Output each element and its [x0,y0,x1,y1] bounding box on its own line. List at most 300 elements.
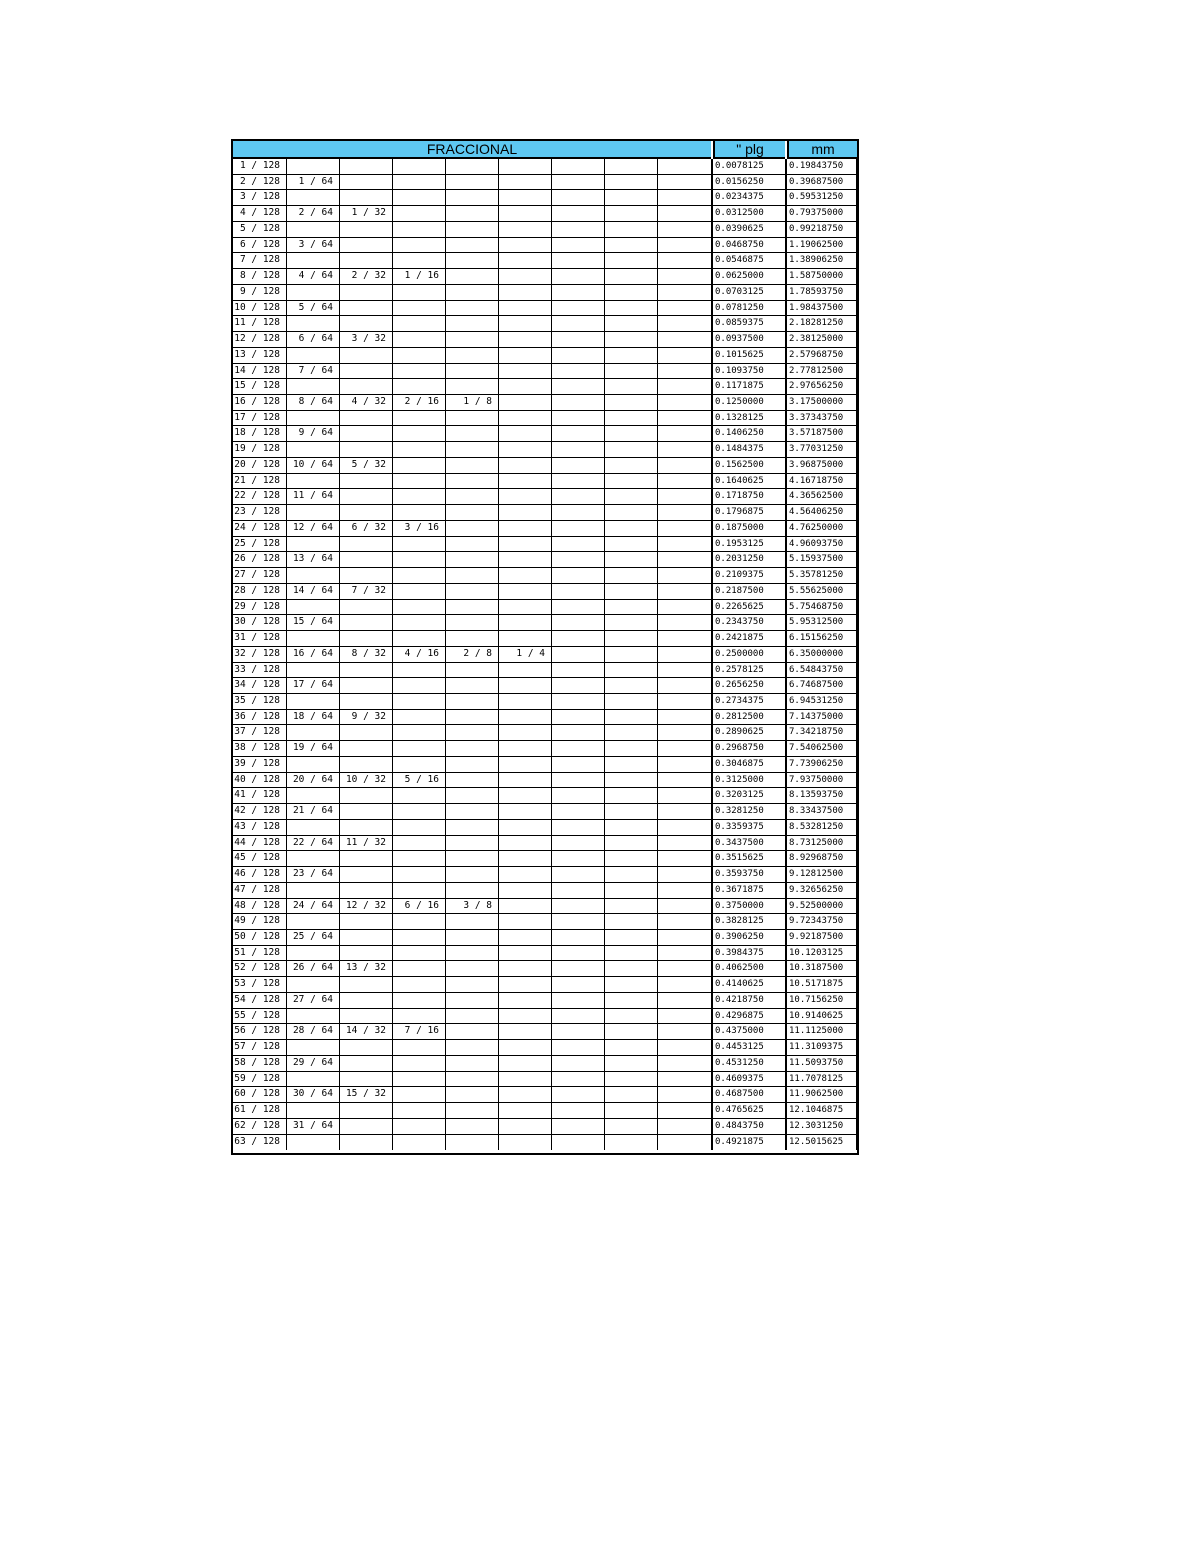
cell-frac-2 [552,426,605,441]
cell-frac-8 [446,946,499,961]
cell-frac-32: 10 / 32 [340,773,393,788]
cell-frac-32 [340,820,393,835]
cell-frac-1 [605,411,658,426]
cell-frac-2 [552,269,605,284]
cell-frac-1 [605,1087,658,1102]
table-row [233,851,857,867]
cell-frac-1 [605,914,658,929]
cell-frac-8 [446,1087,499,1102]
cell-mm-value: 4.16718750 [787,474,857,489]
cell-inches-value: 0.4453125 [713,1040,787,1055]
cell-frac-1 [605,663,658,678]
cell-frac-64: 30 / 64 [287,1087,340,1102]
cell-frac-4 [499,694,552,709]
cell-mm-value: 2.97656250 [787,379,857,394]
cell-frac-extra [658,1119,713,1134]
cell-frac-8 [446,521,499,536]
cell-frac-8 [446,489,499,504]
cell-frac-32 [340,505,393,520]
cell-frac-2 [552,505,605,520]
cell-frac-64 [287,505,340,520]
cell-frac-8 [446,883,499,898]
cell-frac-16 [393,946,446,961]
table-row [233,1056,857,1072]
cell-frac-128: 33 / 128 [233,663,287,678]
cell-inches-value: 0.0312500 [713,206,787,221]
cell-mm-value: 7.93750000 [787,773,857,788]
cell-frac-8 [446,505,499,520]
cell-frac-4 [499,977,552,992]
cell-frac-8 [446,757,499,772]
table-row [233,694,857,710]
cell-frac-8 [446,1040,499,1055]
cell-frac-64 [287,946,340,961]
cell-frac-2 [552,867,605,882]
cell-frac-16 [393,285,446,300]
table-row [233,1135,857,1151]
cell-frac-128: 1 / 128 [233,159,287,174]
cell-frac-32 [340,851,393,866]
cell-frac-2 [552,1103,605,1118]
cell-frac-extra [658,977,713,992]
cell-inches-value: 0.3125000 [713,773,787,788]
cell-frac-16 [393,1040,446,1055]
cell-frac-4 [499,269,552,284]
cell-mm-value: 11.1125000 [787,1024,857,1039]
cell-mm-value: 2.77812500 [787,364,857,379]
cell-frac-128: 8 / 128 [233,269,287,284]
cell-frac-4 [499,238,552,253]
cell-frac-16 [393,332,446,347]
cell-frac-64 [287,253,340,268]
cell-frac-4 [499,332,552,347]
cell-frac-4 [499,206,552,221]
cell-frac-128: 21 / 128 [233,474,287,489]
cell-inches-value: 0.3593750 [713,867,787,882]
cell-frac-1 [605,1135,658,1151]
cell-mm-value: 6.94531250 [787,694,857,709]
cell-frac-32 [340,379,393,394]
cell-frac-128: 39 / 128 [233,757,287,772]
cell-inches-value: 0.0390625 [713,222,787,237]
cell-frac-4 [499,631,552,646]
cell-inches-value: 0.2812500 [713,710,787,725]
table-row [233,710,857,726]
table-row [233,348,857,364]
cell-inches-value: 0.4375000 [713,1024,787,1039]
cell-frac-1 [605,836,658,851]
cell-frac-4 [499,301,552,316]
cell-frac-extra [658,1135,713,1151]
cell-frac-4 [499,946,552,961]
cell-frac-128: 2 / 128 [233,175,287,190]
cell-mm-value: 9.52500000 [787,899,857,914]
cell-inches-value: 0.3203125 [713,788,787,803]
cell-mm-value: 8.92968750 [787,851,857,866]
table-row [233,757,857,773]
cell-frac-extra [658,851,713,866]
cell-frac-128: 9 / 128 [233,285,287,300]
table-row [233,867,857,883]
cell-frac-64 [287,159,340,174]
cell-frac-2 [552,206,605,221]
cell-frac-128: 7 / 128 [233,253,287,268]
cell-frac-2 [552,285,605,300]
cell-frac-extra [658,647,713,662]
cell-frac-128: 6 / 128 [233,238,287,253]
cell-frac-2 [552,253,605,268]
table-row [233,332,857,348]
cell-frac-1 [605,190,658,205]
cell-frac-extra [658,678,713,693]
cell-frac-128: 42 / 128 [233,804,287,819]
table-row [233,301,857,317]
cell-mm-value: 4.36562500 [787,489,857,504]
cell-frac-extra [658,301,713,316]
cell-frac-128: 22 / 128 [233,489,287,504]
table-row [233,946,857,962]
cell-frac-4 [499,836,552,851]
cell-frac-16 [393,883,446,898]
table-row [233,411,857,427]
cell-frac-1 [605,977,658,992]
conversion-table [231,139,859,1155]
cell-frac-16 [393,1135,446,1151]
cell-frac-128: 12 / 128 [233,332,287,347]
table-row [233,521,857,537]
cell-frac-4 [499,1135,552,1151]
cell-frac-2 [552,647,605,662]
cell-inches-value: 0.2968750 [713,741,787,756]
cell-frac-8 [446,552,499,567]
cell-frac-1 [605,364,658,379]
cell-frac-128: 27 / 128 [233,568,287,583]
cell-frac-2 [552,710,605,725]
cell-frac-1 [605,694,658,709]
cell-frac-2 [552,678,605,693]
cell-frac-32 [340,946,393,961]
cell-frac-extra [658,458,713,473]
cell-mm-value: 12.5015625 [787,1135,857,1151]
cell-frac-128: 19 / 128 [233,442,287,457]
cell-frac-extra [658,348,713,363]
cell-frac-1 [605,395,658,410]
cell-mm-value: 3.37343750 [787,411,857,426]
cell-frac-16 [393,379,446,394]
cell-frac-16 [393,568,446,583]
table-row [233,647,857,663]
table-row [233,899,857,915]
cell-frac-4 [499,883,552,898]
cell-inches-value: 0.2421875 [713,631,787,646]
cell-mm-value: 10.9140625 [787,1009,857,1024]
cell-frac-extra [658,694,713,709]
cell-inches-value: 0.0625000 [713,269,787,284]
cell-inches-value: 0.2031250 [713,552,787,567]
cell-frac-8 [446,1103,499,1118]
cell-frac-4 [499,253,552,268]
table-row [233,977,857,993]
cell-frac-128: 15 / 128 [233,379,287,394]
table-row [233,1024,857,1040]
cell-frac-128: 16 / 128 [233,395,287,410]
cell-frac-8 [446,788,499,803]
cell-frac-extra [658,757,713,772]
cell-mm-value: 0.19843750 [787,159,857,174]
cell-frac-64 [287,663,340,678]
table-row [233,725,857,741]
cell-frac-8 [446,836,499,851]
cell-frac-1 [605,710,658,725]
cell-frac-16 [393,442,446,457]
cell-frac-128: 41 / 128 [233,788,287,803]
cell-mm-value: 5.55625000 [787,584,857,599]
cell-frac-1 [605,301,658,316]
cell-frac-32: 12 / 32 [340,899,393,914]
cell-frac-16 [393,1056,446,1071]
cell-frac-4 [499,190,552,205]
cell-frac-2 [552,961,605,976]
cell-mm-value: 4.76250000 [787,521,857,536]
cell-frac-4 [499,505,552,520]
cell-frac-1 [605,615,658,630]
cell-frac-64: 18 / 64 [287,710,340,725]
cell-frac-extra [658,961,713,976]
cell-frac-extra [658,269,713,284]
cell-frac-4: 1 / 4 [499,647,552,662]
table-row [233,537,857,553]
cell-frac-2 [552,316,605,331]
cell-frac-extra [658,442,713,457]
cell-frac-extra [658,725,713,740]
cell-frac-extra [658,175,713,190]
table-row [233,914,857,930]
cell-frac-32 [340,222,393,237]
cell-frac-2 [552,663,605,678]
cell-inches-value: 0.1328125 [713,411,787,426]
cell-frac-64 [287,442,340,457]
cell-frac-128: 36 / 128 [233,710,287,725]
cell-frac-32 [340,914,393,929]
cell-mm-value: 4.96093750 [787,537,857,552]
cell-frac-8 [446,1024,499,1039]
cell-frac-64: 1 / 64 [287,175,340,190]
cell-frac-2 [552,851,605,866]
cell-frac-64 [287,537,340,552]
cell-inches-value: 0.3906250 [713,930,787,945]
cell-frac-8: 2 / 8 [446,647,499,662]
cell-frac-128: 3 / 128 [233,190,287,205]
cell-frac-8 [446,930,499,945]
cell-frac-64: 20 / 64 [287,773,340,788]
cell-frac-32 [340,301,393,316]
cell-frac-16 [393,190,446,205]
cell-frac-16 [393,788,446,803]
cell-frac-64: 14 / 64 [287,584,340,599]
table-row [233,552,857,568]
cell-mm-value: 11.7078125 [787,1072,857,1087]
cell-frac-32 [340,474,393,489]
cell-frac-1 [605,1072,658,1087]
cell-mm-value: 10.3187500 [787,961,857,976]
table-body [233,159,857,1150]
cell-frac-32 [340,631,393,646]
cell-frac-extra [658,836,713,851]
table-row [233,238,857,254]
cell-inches-value: 0.2734375 [713,694,787,709]
cell-frac-extra [658,568,713,583]
cell-frac-4 [499,914,552,929]
header-fraccional: FRACCIONAL [233,141,711,159]
cell-frac-8 [446,741,499,756]
cell-frac-64 [287,977,340,992]
cell-frac-16 [393,505,446,520]
cell-mm-value: 2.18281250 [787,316,857,331]
cell-frac-1 [605,521,658,536]
cell-inches-value: 0.3671875 [713,883,787,898]
cell-frac-32 [340,316,393,331]
table-row [233,1040,857,1056]
cell-frac-128: 20 / 128 [233,458,287,473]
cell-frac-64: 28 / 64 [287,1024,340,1039]
table-row [233,584,857,600]
cell-mm-value: 3.57187500 [787,426,857,441]
cell-inches-value: 0.2890625 [713,725,787,740]
cell-frac-4 [499,788,552,803]
cell-frac-extra [658,663,713,678]
cell-frac-64: 9 / 64 [287,426,340,441]
cell-frac-2 [552,914,605,929]
cell-frac-4 [499,285,552,300]
cell-frac-4 [499,615,552,630]
cell-frac-2 [552,1087,605,1102]
cell-frac-8 [446,914,499,929]
cell-frac-32 [340,930,393,945]
cell-frac-8 [446,977,499,992]
cell-frac-8 [446,568,499,583]
cell-frac-1 [605,568,658,583]
cell-frac-64 [287,379,340,394]
table-row [233,993,857,1009]
cell-frac-extra [658,395,713,410]
cell-frac-16 [393,411,446,426]
cell-frac-16 [393,1103,446,1118]
cell-mm-value: 11.9062500 [787,1087,857,1102]
cell-frac-extra [658,190,713,205]
cell-frac-16 [393,552,446,567]
cell-frac-32 [340,442,393,457]
cell-frac-extra [658,600,713,615]
cell-frac-2 [552,190,605,205]
cell-frac-128: 59 / 128 [233,1072,287,1087]
cell-frac-extra [658,1072,713,1087]
cell-mm-value: 6.54843750 [787,663,857,678]
cell-frac-16 [393,741,446,756]
cell-mm-value: 3.17500000 [787,395,857,410]
cell-frac-2 [552,773,605,788]
cell-frac-1 [605,348,658,363]
cell-frac-8 [446,379,499,394]
cell-frac-extra [658,552,713,567]
cell-frac-32 [340,725,393,740]
cell-frac-16: 4 / 16 [393,647,446,662]
cell-mm-value: 0.59531250 [787,190,857,205]
cell-frac-32: 2 / 32 [340,269,393,284]
cell-mm-value: 6.74687500 [787,678,857,693]
cell-inches-value: 0.0156250 [713,175,787,190]
table-row [233,615,857,631]
cell-mm-value: 3.96875000 [787,458,857,473]
cell-frac-extra [658,364,713,379]
cell-frac-1 [605,379,658,394]
cell-frac-extra [658,379,713,394]
cell-frac-32 [340,663,393,678]
cell-frac-4 [499,584,552,599]
cell-frac-64: 11 / 64 [287,489,340,504]
cell-frac-4 [499,395,552,410]
cell-frac-64 [287,631,340,646]
cell-frac-64: 17 / 64 [287,678,340,693]
cell-frac-1 [605,474,658,489]
cell-frac-1 [605,332,658,347]
cell-frac-16 [393,867,446,882]
cell-frac-4 [499,867,552,882]
cell-frac-32 [340,993,393,1008]
cell-frac-16 [393,238,446,253]
cell-frac-2 [552,348,605,363]
cell-frac-2 [552,725,605,740]
cell-inches-value: 0.3515625 [713,851,787,866]
cell-frac-2 [552,631,605,646]
cell-frac-4 [499,851,552,866]
table-row [233,1103,857,1119]
cell-frac-4 [499,773,552,788]
cell-frac-8 [446,725,499,740]
cell-frac-128: 57 / 128 [233,1040,287,1055]
cell-frac-16 [393,364,446,379]
table-row [233,253,857,269]
cell-frac-4 [499,474,552,489]
cell-frac-1 [605,489,658,504]
cell-frac-16 [393,710,446,725]
cell-frac-16: 2 / 16 [393,395,446,410]
cell-frac-8 [446,332,499,347]
cell-frac-4 [499,710,552,725]
cell-frac-1 [605,600,658,615]
cell-frac-extra [658,741,713,756]
cell-frac-1 [605,867,658,882]
cell-frac-1 [605,647,658,662]
cell-frac-128: 28 / 128 [233,584,287,599]
cell-frac-64 [287,1040,340,1055]
cell-frac-extra [658,238,713,253]
cell-frac-32: 8 / 32 [340,647,393,662]
cell-frac-1 [605,1009,658,1024]
cell-inches-value: 0.0078125 [713,159,787,174]
cell-frac-32: 11 / 32 [340,836,393,851]
cell-frac-extra [658,332,713,347]
cell-frac-1 [605,253,658,268]
cell-mm-value: 8.13593750 [787,788,857,803]
cell-frac-64: 8 / 64 [287,395,340,410]
cell-frac-2 [552,694,605,709]
cell-frac-4 [499,899,552,914]
cell-frac-128: 32 / 128 [233,647,287,662]
cell-frac-32 [340,788,393,803]
cell-mm-value: 10.5171875 [787,977,857,992]
cell-frac-8 [446,1119,499,1134]
table-row [233,836,857,852]
